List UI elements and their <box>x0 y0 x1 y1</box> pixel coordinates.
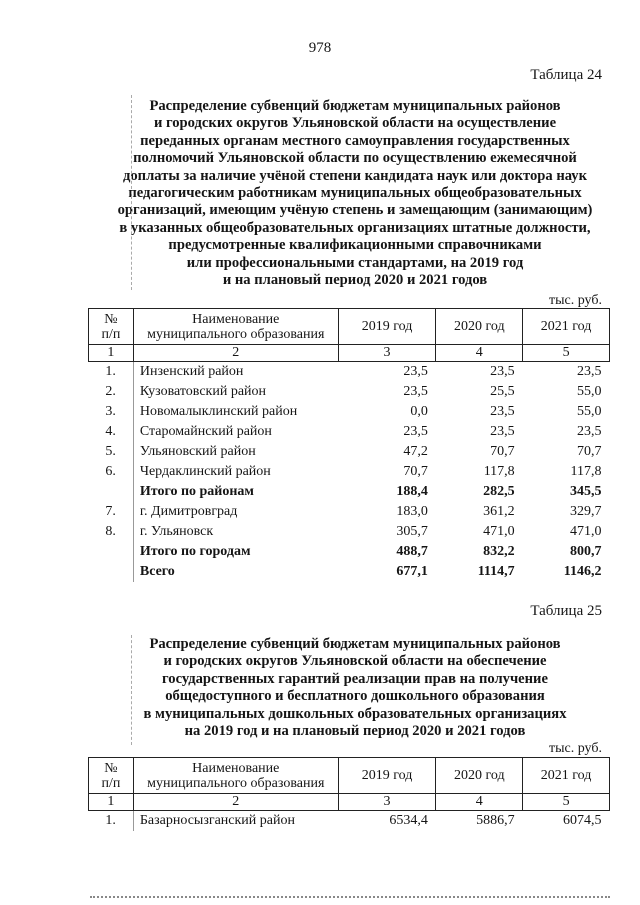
value-2020: 1114,7 <box>477 564 515 579</box>
value-2019: 0,0 <box>410 404 428 419</box>
row-number: 1. <box>105 364 116 379</box>
value-2021: 70,7 <box>577 444 602 459</box>
row-name: Новомалыклинский район <box>133 402 338 422</box>
table-24-label: Таблица 24 <box>530 67 602 83</box>
value-2021: 329,7 <box>570 504 602 519</box>
column-index: 5 <box>523 345 610 362</box>
value-2019: 70,7 <box>403 464 428 479</box>
value-2020: 282,5 <box>483 484 515 499</box>
column-index-row <box>89 794 610 811</box>
column-index: 4 <box>436 794 523 811</box>
scan-edge-line <box>131 95 132 290</box>
column-index: 5 <box>523 794 610 811</box>
table-25-title <box>95 636 615 740</box>
value-2021: 55,0 <box>577 384 602 399</box>
title-line: в муниципальных дошкольных образовательных организациях <box>143 705 567 722</box>
value-2021: 117,8 <box>570 464 602 479</box>
table-24-title <box>95 98 615 289</box>
row-number <box>89 562 134 582</box>
table-row <box>89 482 610 502</box>
header-2019: 2019 год <box>338 309 436 345</box>
row-number: 8. <box>105 524 116 539</box>
title-line: педагогическим работникам муниципальных общеобразовательных <box>128 185 582 202</box>
title-line: полномочий Ульяновской области по осуществлению ежемесячной <box>133 150 577 167</box>
header-2021: 2021 год <box>523 309 610 345</box>
value-2020: 361,2 <box>483 504 515 519</box>
title-line: или профессиональными стандартами, на 2019 год <box>186 254 524 271</box>
value-2019: 677,1 <box>396 564 428 579</box>
value-2020: 832,2 <box>483 544 515 559</box>
value-2020: 23,5 <box>490 364 515 379</box>
value-2019: 23,5 <box>403 364 428 379</box>
table-row <box>89 562 610 582</box>
value-2020: 25,5 <box>490 384 515 399</box>
table-25 <box>88 757 610 831</box>
value-2021: 6074,5 <box>563 813 602 828</box>
value-2020: 471,0 <box>483 524 515 539</box>
column-index: 1 <box>89 794 134 811</box>
row-number: 4. <box>105 424 116 439</box>
units-label: тыс. руб. <box>549 293 602 308</box>
value-2019: 6534,4 <box>389 813 428 828</box>
units-label: тыс. руб. <box>549 741 602 756</box>
header-2020: 2020 год <box>436 758 523 794</box>
value-2019: 305,7 <box>396 524 428 539</box>
value-2019: 188,4 <box>396 484 428 499</box>
value-2021: 1146,2 <box>563 564 602 579</box>
row-name: Инзенский район <box>133 362 338 383</box>
table-row <box>89 462 610 482</box>
value-2020: 23,5 <box>490 404 515 419</box>
title-line: доплаты за наличие учёной степени кандидата наук или доктора наук <box>123 167 587 184</box>
row-number: 2. <box>105 384 116 399</box>
table-24 <box>88 308 610 582</box>
column-index: 3 <box>338 345 436 362</box>
row-number: 7. <box>105 504 116 519</box>
title-line: в указанных общеобразовательных организациях штатные должности, <box>119 219 591 236</box>
value-2019: 23,5 <box>403 384 428 399</box>
row-number <box>89 482 134 502</box>
column-index: 4 <box>436 345 523 362</box>
row-number: 5. <box>105 444 116 459</box>
title-line: и на плановый период 2020 и 2021 годов <box>222 272 488 289</box>
scan-edge-line <box>131 635 132 745</box>
header-name: Наименование муниципального образования <box>133 758 338 794</box>
value-2021: 345,5 <box>570 484 602 499</box>
table-25-body <box>89 811 610 832</box>
header-2020: 2020 год <box>436 309 523 345</box>
value-2021: 55,0 <box>577 404 602 419</box>
row-name: Чердаклинский район <box>133 462 338 482</box>
title-line: Распределение субвенций бюджетам муниципальных районов <box>149 636 561 652</box>
header-number: № п/п <box>89 758 134 794</box>
column-index: 1 <box>89 345 134 362</box>
row-name: Итого по городам <box>133 542 338 562</box>
title-line: переданных органам местного самоуправления государственных <box>140 132 570 149</box>
table-row <box>89 362 610 383</box>
scan-artifact <box>90 896 610 901</box>
value-2020: 5886,7 <box>476 813 515 828</box>
table-row <box>89 442 610 462</box>
table-25-label: Таблица 25 <box>530 603 602 619</box>
table-row <box>89 522 610 542</box>
table-row <box>89 382 610 402</box>
row-name: Базарносызганский район <box>133 811 338 832</box>
value-2019: 47,2 <box>403 444 428 459</box>
value-2019: 23,5 <box>403 424 428 439</box>
title-line: предусмотренные квалификационными справочниками <box>168 237 542 254</box>
column-index: 3 <box>338 794 436 811</box>
title-line: организаций, имеющим учёную степень и замещающим (занимающим) <box>117 202 593 219</box>
title-line: Распределение субвенций бюджетам муниципальных районов <box>149 98 561 114</box>
table-row <box>89 542 610 562</box>
header-number: № п/п <box>89 309 134 345</box>
value-2020: 117,8 <box>483 464 515 479</box>
value-2021: 471,0 <box>570 524 602 539</box>
row-number <box>89 542 134 562</box>
table-header-row <box>89 309 610 345</box>
page-number: 978 <box>308 40 332 56</box>
title-line: государственных гарантий реализации прав на получение <box>162 670 548 687</box>
row-name: г. Ульяновск <box>133 522 338 542</box>
table-24-body <box>89 362 610 583</box>
table-row <box>89 402 610 422</box>
title-line: на 2019 год и на плановый период 2020 и 2021 годов <box>184 723 526 740</box>
column-index: 2 <box>133 345 338 362</box>
row-number: 1. <box>105 813 116 828</box>
row-name: Всего <box>133 562 338 582</box>
row-name: Ульяновский район <box>133 442 338 462</box>
value-2021: 23,5 <box>577 424 602 439</box>
row-number: 6. <box>105 464 116 479</box>
table-header-row <box>89 758 610 794</box>
row-name: г. Димитровград <box>133 502 338 522</box>
table-row <box>89 811 610 832</box>
title-line: общедоступного и бесплатного дошкольного образования <box>165 688 545 705</box>
column-index: 2 <box>133 794 338 811</box>
header-2019: 2019 год <box>338 758 436 794</box>
header-name: Наименование муниципального образования <box>133 309 338 345</box>
value-2020: 23,5 <box>490 424 515 439</box>
title-line: и городских округов Ульяновской области на осуществление <box>153 115 557 132</box>
title-line: и городских округов Ульяновской области на обеспечение <box>163 653 547 670</box>
row-name: Старомайнский район <box>133 422 338 442</box>
row-name: Итого по районам <box>133 482 338 502</box>
row-name: Кузоватовский район <box>133 382 338 402</box>
value-2021: 800,7 <box>570 544 602 559</box>
header-2021: 2021 год <box>523 758 610 794</box>
row-number: 3. <box>105 404 116 419</box>
value-2019: 183,0 <box>396 504 428 519</box>
value-2020: 70,7 <box>490 444 515 459</box>
table-row <box>89 422 610 442</box>
value-2021: 23,5 <box>577 364 602 379</box>
table-row <box>89 502 610 522</box>
value-2019: 488,7 <box>396 544 428 559</box>
column-index-row <box>89 345 610 362</box>
